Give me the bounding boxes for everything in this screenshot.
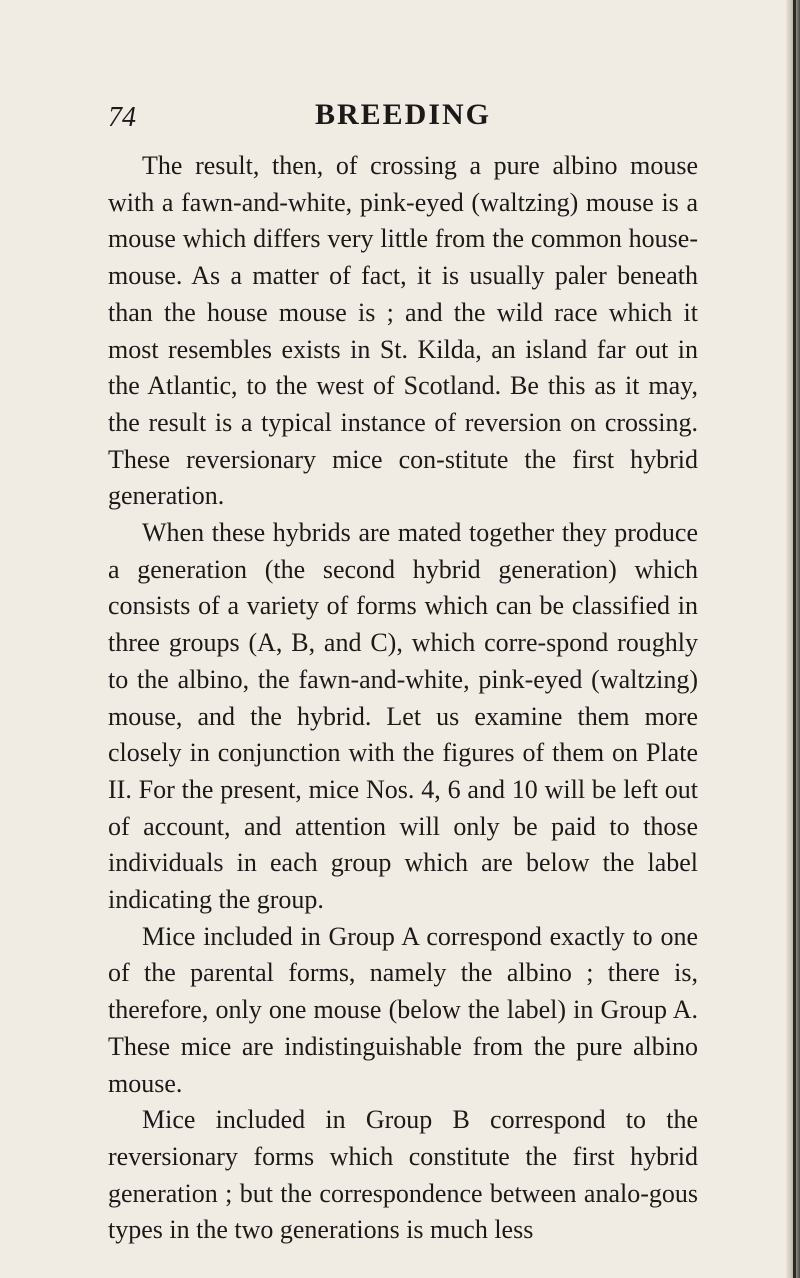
paragraph-1: The result, then, of crossing a pure albino mouse with a fawn-and-white, pink-eyed (waltzing) mouse is a mouse which differs very little from the common house-mouse. As a matter of fact, it is usually paler beneath than the house mouse is ; and the wild race which it most resembles exists in St. Kilda, an island far out in the Atlantic, to the west of Scotland. Be this as it may, the result is a typical instance of reversion on crossing. These reversionary mice con-stitute the first hybrid generation. [108,151,698,511]
paragraph-4: Mice included in Group B correspond to the reversionary forms which constitute the first hybrid generation ; but the correspondence between analo-gous types in the two generations is much less [108,1105,698,1245]
running-title: BREEDING [314,98,492,131]
page-edge-shadow [793,0,796,1278]
paragraph-2: When these hybrids are mated together they produce a generation (the second hybrid generation) which consists of a variety of forms which can be classified in three groups (A, B, and C), which corre-spond roughly to the albino, the fawn-and-white, pink-eyed (waltzing) mouse, and the hybrid. Let us examine them more closely in conjunction with the figures of them on Plate II. For the present, mice Nos. 4, 6 and 10 will be left out of account, and attention will only be paid to those individuals in each group which are below the label indicating the group. [108,518,698,915]
body-text [108,148,698,1249]
page-number: 74 [108,102,136,133]
paragraph-3: Mice included in Group A correspond exactly to one of the parental forms, namely the albino ; there is, therefore, only one mouse (below the label) in Group A. These mice are indistinguishable from the pure albino mouse. [108,921,698,1098]
page-header [108,98,698,138]
